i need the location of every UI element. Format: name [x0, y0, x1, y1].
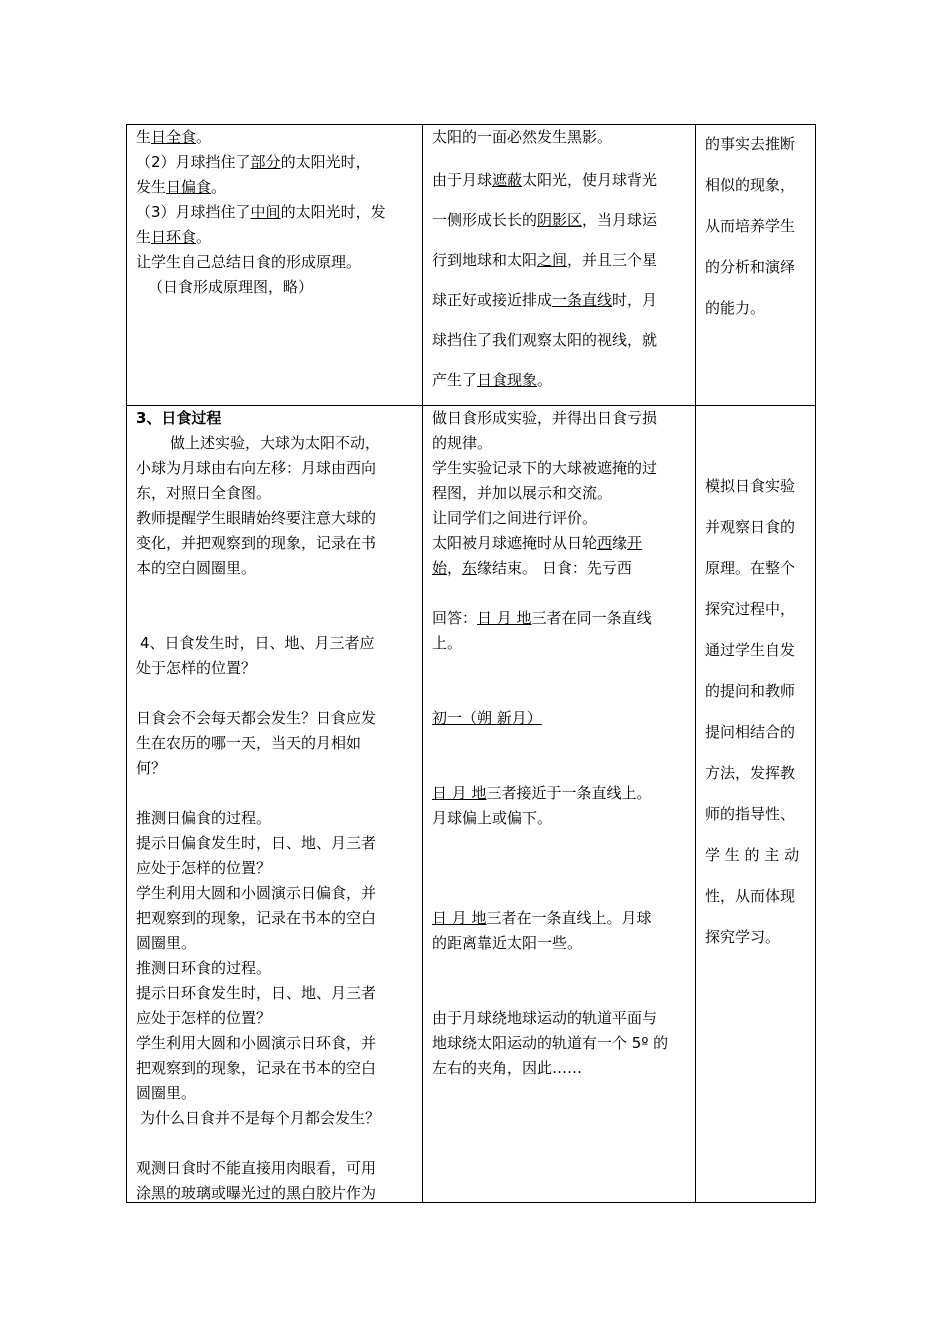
text: 方法，发挥教: [705, 764, 796, 782]
text: 阴影区: [537, 211, 583, 229]
text: 从而培养学生: [705, 217, 796, 235]
text: 三者接近于一条直线上。: [486, 784, 652, 802]
text: 。: [211, 178, 227, 196]
column-divider-2: [695, 124, 696, 1203]
text: 把观察到的现象，记录在书本的空白: [136, 909, 377, 927]
text: 开: [627, 534, 643, 552]
text: 教师提醒学生眼睛始终要注意大球的: [136, 509, 377, 527]
text: 生: [136, 128, 152, 146]
text: 为什么日食并不是每个月都会发生？: [140, 1109, 381, 1127]
text: 应处于怎样的位置？: [136, 1009, 272, 1027]
text: 的能力。: [705, 299, 766, 317]
text: 中间: [250, 203, 281, 221]
text: 的距离靠近太阳一些。: [432, 934, 583, 952]
text: 何？: [136, 759, 167, 777]
text: 让学生自己总结日食的形成原理。: [136, 253, 362, 271]
text: 东，对照日全食图。: [136, 484, 272, 502]
text: 一条直线: [552, 291, 613, 309]
text: 遮蔽: [492, 171, 523, 189]
text: 回答：: [432, 609, 478, 627]
section-heading: 3、日食过程: [136, 409, 222, 427]
text: 日食现象: [477, 371, 538, 389]
text: 东: [462, 559, 478, 577]
text: 球挡住了我们观察太阳的视线，就: [432, 331, 658, 349]
text: 探究过程中，: [705, 600, 796, 618]
text: 产生了: [432, 371, 478, 389]
text: （2）月球挡住了: [136, 153, 251, 171]
text: 地球绕太阳运动的轨道有一个 5º 的: [432, 1034, 669, 1052]
text: 性，从而体现: [705, 887, 796, 905]
text: 日 月 地: [432, 909, 487, 927]
text: 学 生 的 主 动: [705, 846, 800, 864]
text: 涂黑的玻璃或曝光过的黑白胶片作为: [136, 1184, 377, 1202]
text: 三者在同一条直线: [531, 609, 652, 627]
text: 观测日食时不能直接用肉眼看，可用: [136, 1159, 377, 1177]
text: 并观察日食的: [705, 518, 796, 536]
text: 让同学们之间进行评价。: [432, 509, 598, 527]
text: 本的空白圆圈里。: [136, 559, 257, 577]
text: 圆圈里。: [136, 934, 197, 952]
text: 发生: [136, 178, 167, 196]
text: 学生利用大圆和小圆演示日环食，并: [136, 1034, 377, 1052]
text: 学生实验记录下的大球被遮掩的过: [432, 459, 658, 477]
row2-teacher-activity: [136, 406, 418, 1206]
text: 提示日环食发生时，日、地、月三者: [136, 984, 377, 1002]
text: 提示日偏食发生时，日、地、月三者: [136, 834, 377, 852]
text: 之间: [537, 251, 568, 269]
text: 部分: [250, 153, 281, 171]
text: 左右的夹角，因此……: [432, 1059, 583, 1077]
text: 。: [537, 371, 553, 389]
text: 日 月 地: [432, 784, 487, 802]
text: 。: [196, 128, 212, 146]
text: 时，月: [612, 291, 658, 309]
question-4: 4、日食发生时，日、地、月三者应: [140, 634, 375, 652]
text: 变化，并把观察到的现象，记录在书: [136, 534, 377, 552]
text: 通过学生自发: [705, 641, 796, 659]
text: 。: [196, 228, 212, 246]
text: 的太阳光时，: [280, 153, 371, 171]
row2-design-intent: [705, 466, 811, 958]
text: 缘结束。 日食：先亏西: [477, 559, 632, 577]
text: 推测日环食的过程。: [136, 959, 272, 977]
row1-design-intent: [705, 124, 811, 329]
text: ，当月球运: [582, 211, 658, 229]
text: 程图，并加以展示和交流。: [432, 484, 613, 502]
row2-student-activity: [432, 406, 692, 1081]
text: 日环食: [151, 228, 197, 246]
text: 月球偏上或偏下。: [432, 809, 553, 827]
text: 日 月 地: [477, 609, 532, 627]
text: 相似的现象，: [705, 176, 796, 194]
text: 的提问和教师: [705, 682, 796, 700]
text: 生在农历的哪一天，当天的月相如: [136, 734, 362, 752]
text: 做上述实验，大球为太阳不动，: [170, 434, 381, 452]
row1-teacher-activity: [136, 125, 418, 300]
text: 的事实去推断: [705, 135, 796, 153]
text: 提问相结合的: [705, 723, 796, 741]
text: 太阳被月球遮掩时从日轮: [432, 534, 598, 552]
text: 学生利用大圆和小圆演示日偏食，并: [136, 884, 377, 902]
text: 探究学习。: [705, 928, 781, 946]
text: 初一（朔 新月）: [432, 709, 542, 727]
text: 行到地球和太阳: [432, 251, 538, 269]
text: ，并且三个星: [567, 251, 658, 269]
text: 日偏食: [166, 178, 212, 196]
text: 师的指导性、: [705, 805, 796, 823]
text: 日全食: [151, 128, 197, 146]
table-right-border: [815, 124, 816, 1203]
text: 把观察到的现象，记录在书本的空白: [136, 1059, 377, 1077]
text: 缘: [612, 534, 628, 552]
text: 西: [597, 534, 613, 552]
text: ，: [447, 559, 463, 577]
text: 由于月球绕地球运动的轨道平面与: [432, 1009, 658, 1027]
text: 生: [136, 228, 152, 246]
table-left-border: [126, 124, 127, 1203]
text: 日食会不会每天都会发生？日食应发: [136, 709, 377, 727]
text: 三者在一条直线上。月球: [486, 909, 652, 927]
text: 处于怎样的位置？: [136, 659, 257, 677]
text: 上。: [432, 634, 463, 652]
text: 由于月球: [432, 171, 493, 189]
text: 推测日偏食的过程。: [136, 809, 272, 827]
text: 做日食形成实验，并得出日食亏损: [432, 409, 658, 427]
text: 一侧形成长长的: [432, 211, 538, 229]
column-divider-1: [422, 124, 423, 1203]
text: 的分析和演绎: [705, 258, 796, 276]
text: 原理。在整个: [705, 559, 796, 577]
text: 始: [432, 559, 448, 577]
text: 的规律。: [432, 434, 493, 452]
text: （3）月球挡住了: [136, 203, 251, 221]
text: 小球为月球由右向左移：月球由西向: [136, 459, 377, 477]
text: 模拟日食实验: [705, 477, 796, 495]
text: （日食形成原理图，略）: [148, 278, 314, 296]
text: 的太阳光时，发: [280, 203, 386, 221]
text: 太阳光，使月球背光: [522, 171, 658, 189]
row1-student-activity: [432, 125, 692, 400]
text: 圆圈里。: [136, 1084, 197, 1102]
text: 太阳的一面必然发生黑影。: [432, 128, 613, 146]
text: 应处于怎样的位置？: [136, 859, 272, 877]
text: 球正好或接近排成: [432, 291, 553, 309]
